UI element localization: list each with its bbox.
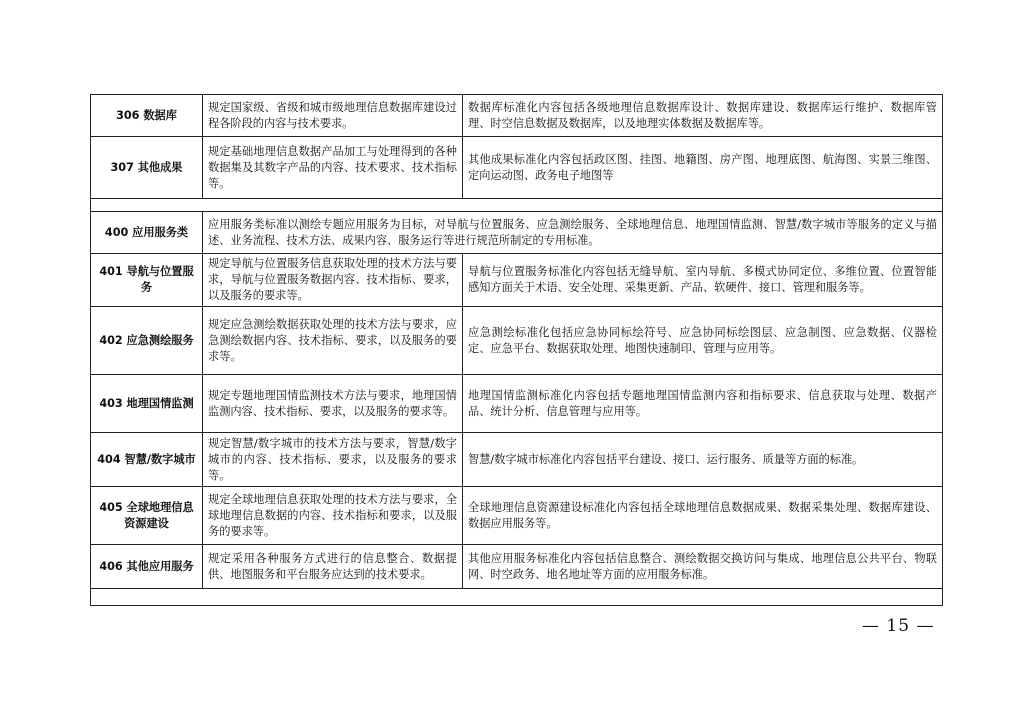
table-row xyxy=(91,433,943,487)
standard-content: 应急测绘标准化包括应急协同标绘符号、应急协同标绘图层、应急制图、应急数据、仪器检定、应急平台、数据获取处理、地图快速制印、管理与应用等。 xyxy=(463,307,943,375)
table-row xyxy=(91,545,943,589)
standards-table xyxy=(90,94,943,606)
spacer-row xyxy=(91,199,943,212)
standard-code: 404 智慧/数字城市 xyxy=(91,433,203,487)
page-number: — 15 — xyxy=(862,616,935,636)
spacer-row xyxy=(91,589,943,606)
standard-content: 其他成果标准化内容包括政区图、挂图、地籍图、房产图、地理底图、航海图、实景三维图、定向运动图、政务电子地图等 xyxy=(463,137,943,199)
standard-content: 数据库标准化内容包括各级地理信息数据库设计、数据库建设、数据库运行维护、数据库管理、时空信息数据及数据库，以及地理实体数据及数据库等。 xyxy=(463,95,943,137)
standard-scope: 规定导航与位置服务信息获取处理的技术方法与要求，导航与位置服务数据内容、技术指标、要求，以及服务的要求等。 xyxy=(203,254,463,307)
standard-content: 智慧/数字城市标准化内容包括平台建设、接口、运行服务、质量等方面的标准。 xyxy=(463,433,943,487)
standard-content: 导航与位置服务标准化内容包括无缝导航、室内导航、多模式协同定位、多维位置、位置智能感知方面关于术语、安全处理、采集更新、产品、软硬件、接口、管理和服务等。 xyxy=(463,254,943,307)
standard-code: 406 其他应用服务 xyxy=(91,545,203,589)
category-description: 应用服务类标准以测绘专题应用服务为目标，对导航与位置服务、应急测绘服务、全球地理信息、地理国情监测、智慧/数字城市等服务的定义与描述、业务流程、技术方法、成果内容、服务运行等进行规范所制定的专用标准。 xyxy=(203,212,943,254)
standard-scope: 规定全球地理信息获取处理的技术方法与要求，全球地理信息数据的内容、技术指标和要求，以及服务的要求等。 xyxy=(203,487,463,545)
standard-code: 405 全球地理信息资源建设 xyxy=(91,487,203,545)
standard-code: 401 导航与位置服务 xyxy=(91,254,203,307)
standard-content: 其他应用服务标准化内容包括信息整合、测绘数据交换访问与集成、地理信息公共平台、物联网、时空政务、地名地址等方面的应用服务标准。 xyxy=(463,545,943,589)
standard-content: 地理国情监测标准化内容包括专题地理国情监测内容和指标要求、信息获取与处理、数据产品、统计分析、信息管理与应用等。 xyxy=(463,375,943,433)
table-row xyxy=(91,307,943,375)
standard-scope: 规定国家级、省级和城市级地理信息数据库建设过程各阶段的内容与技术要求。 xyxy=(203,95,463,137)
standard-scope: 规定智慧/数字城市的技术方法与要求，智慧/数字城市的内容、技术指标、要求，以及服务的要求等。 xyxy=(203,433,463,487)
standard-content: 全球地理信息资源建设标准化内容包括全球地理信息数据成果、数据采集处理、数据库建设、数据应用服务等。 xyxy=(463,487,943,545)
standard-scope: 规定专题地理国情监测技术方法与要求，地理国情监测内容、技术指标、要求，以及服务的要求等。 xyxy=(203,375,463,433)
standard-code: 402 应急测绘服务 xyxy=(91,307,203,375)
standard-scope: 规定应急测绘数据获取处理的技术方法与要求，应急测绘数据内容、技术指标、要求，以及服务的要求等。 xyxy=(203,307,463,375)
table-row xyxy=(91,137,943,199)
category-row xyxy=(91,212,943,254)
table-row xyxy=(91,254,943,307)
standard-scope: 规定基础地理信息数据产品加工与处理得到的各种数据集及其数字产品的内容、技术要求、技术指标等。 xyxy=(203,137,463,199)
standard-code: 403 地理国情监测 xyxy=(91,375,203,433)
category-code: 400 应用服务类 xyxy=(91,212,203,254)
table-row xyxy=(91,95,943,137)
standard-code: 306 数据库 xyxy=(91,95,203,137)
standard-scope: 规定采用各种服务方式进行的信息整合、数据提供、地图服务和平台服务应达到的技术要求。 xyxy=(203,545,463,589)
table-row xyxy=(91,375,943,433)
table-row xyxy=(91,487,943,545)
standard-code: 307 其他成果 xyxy=(91,137,203,199)
